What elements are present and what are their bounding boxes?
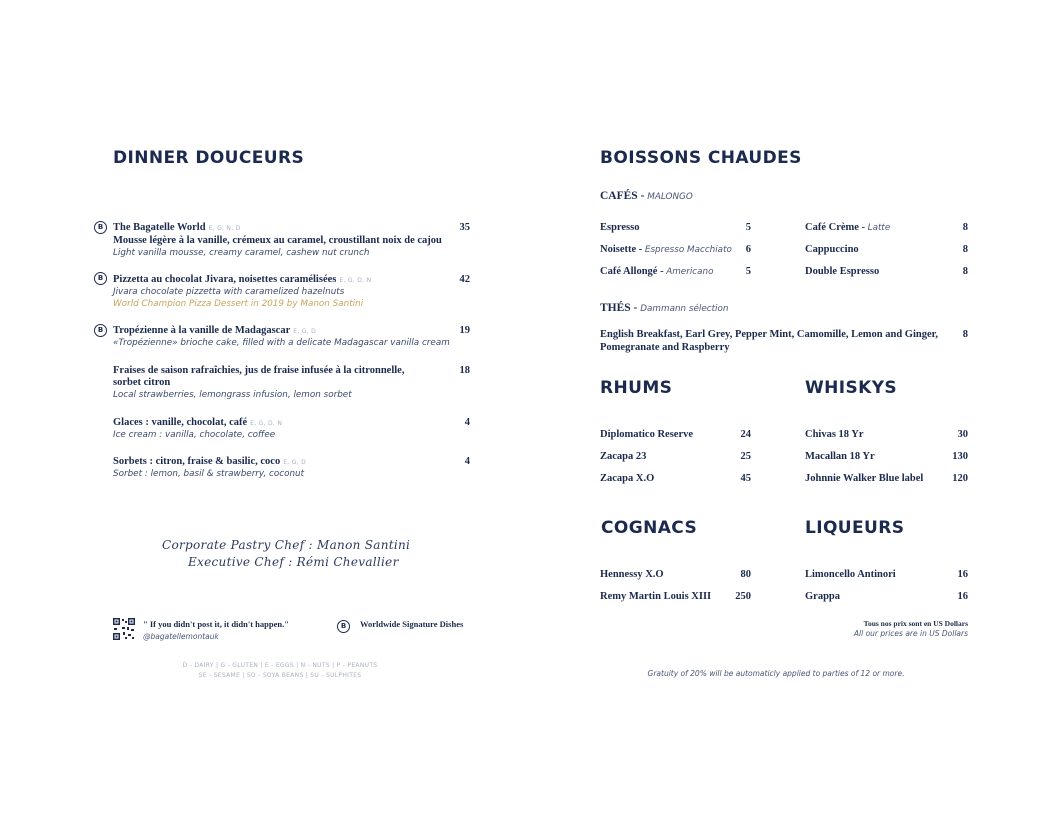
menu-item-description: «Tropézienne» brioche cake, filled with a delicate Madagascar vanilla cream [113, 338, 450, 348]
drink-price: 24 [740, 429, 751, 440]
dinner-douceurs-title: DINNER DOUCEURS [113, 148, 305, 168]
menu-item-name: Sorbets : citron, fraise & basilic, coco E, G, D [113, 456, 306, 467]
allergen-key-line2: SE - SESAME | SO - SOYA BEANS | SU - SULPHITES [198, 672, 362, 679]
cafes-heading: CAFÉS - MALONGO [600, 190, 693, 202]
allergen-key-line1: D - DAIRY | G - GLUTEN | E - EGGS | N - NUTS | P - PEANUTS [182, 662, 378, 669]
menu-item-name: Pizzetta au chocolat Jivara, noisettes caramélisées E, G, D, N [113, 274, 372, 285]
drink-price: 30 [957, 429, 968, 440]
drink-price: 5 [745, 222, 751, 233]
menu-item-name-cont: sorbet citron [113, 377, 171, 388]
drink-price: 8 [962, 266, 968, 277]
menu-item-description: Sorbet : lemon, basil & strawberry, coconut [113, 469, 305, 479]
drink-name: Chivas 18 Yr [805, 429, 864, 440]
executive-chef-signature: Executive Chef : Rémi Chevallier [188, 555, 399, 569]
signature-b-icon: B [94, 272, 107, 285]
menu-item-description-fr: Mousse légère à la vanille, crémeux au caramel, croustillant noix de cajou [113, 235, 442, 246]
drink-price: 5 [745, 266, 751, 277]
drink-name: Zacapa 23 [600, 451, 647, 462]
social-quote: " If you didn't post it, it didn't happen." [143, 619, 289, 629]
menu-item-description: Light vanilla mousse, creamy caramel, cashew nut crunch [113, 248, 370, 258]
menu-item-price: 42 [459, 274, 470, 285]
drink-name: Diplomatico Reserve [600, 429, 694, 440]
menu-item-price: 18 [459, 365, 470, 376]
drink-price: 45 [740, 473, 751, 484]
drink-name: Remy Martin Louis XIII [600, 591, 712, 602]
drink-name: Double Espresso [805, 266, 880, 277]
rhums-title: RHUMS [600, 378, 673, 398]
gratuity-note: Gratuity of 20% will be automaticly applied to parties of 12 or more. [647, 669, 905, 678]
drink-name: Café Crème - Latte [805, 222, 891, 233]
drink-price: 8 [962, 222, 968, 233]
drink-name: Café Allongé - Americano [600, 266, 714, 277]
drink-price: 25 [740, 451, 751, 462]
drink-name: Espresso [600, 222, 640, 233]
drink-name: Grappa [805, 591, 841, 602]
menu-item-price: 4 [464, 417, 470, 428]
signature-b-icon: B [94, 221, 107, 234]
menu-item-name: The Bagatelle World E, G, N, D [113, 222, 241, 233]
menu-item-price: 4 [464, 456, 470, 467]
drink-price: 120 [952, 473, 968, 484]
drink-name: Hennessy X.O [600, 569, 664, 580]
liqueurs-title: LIQUEURS [805, 518, 905, 538]
menu-item-description: Local strawberries, lemongrass infusion, lemon sorbet [113, 390, 352, 400]
signature-dishes-legend: Worldwide Signature Dishes [360, 619, 464, 629]
whiskys-title: WHISKYS [805, 378, 898, 398]
qr-code-icon[interactable] [113, 618, 135, 640]
thes-heading: THÉS - Dammann sélection [600, 302, 729, 314]
menu-item-price: 19 [459, 325, 470, 336]
menu-item-name: Fraises de saison rafraîchies, jus de fraise infusée à la citronnelle, [113, 365, 405, 376]
tea-price: 8 [962, 329, 968, 340]
drink-price: 8 [962, 244, 968, 255]
drink-price: 80 [740, 569, 751, 580]
currency-note-fr: Tous nos prix sont en US Dollars [863, 619, 968, 628]
menu-item-name: Glaces : vanille, chocolat, café E, G, D, N [113, 417, 283, 428]
drink-price: 130 [952, 451, 968, 462]
drink-price: 250 [735, 591, 751, 602]
award-note: World Champion Pizza Dessert in 2019 by Manon Santini [113, 299, 364, 309]
drink-name: Noisette - Espresso Macchiato [600, 244, 732, 255]
boissons-chaudes-title: BOISSONS CHAUDES [600, 148, 802, 168]
cognacs-title: COGNACS [601, 518, 698, 538]
instagram-handle[interactable]: @bagatellemontauk [143, 632, 219, 641]
drink-name: Macallan 18 Yr [805, 451, 875, 462]
drink-price: 16 [957, 569, 968, 580]
pastry-chef-signature: Corporate Pastry Chef : Manon Santini [162, 538, 411, 552]
drink-price: 6 [745, 244, 751, 255]
signature-b-icon: B [337, 620, 350, 633]
menu-item-price: 35 [459, 222, 470, 233]
menu-item-name: Tropézienne à la vanille de Madagascar E, G, D [113, 325, 317, 336]
drink-price: 16 [957, 591, 968, 602]
tea-list-line2: Pomegranate and Raspberry [600, 342, 730, 353]
drink-name: Cappuccino [805, 244, 859, 255]
drink-name: Zacapa X.O [600, 473, 655, 484]
menu-item-description: Ice cream : vanilla, chocolate, coffee [113, 430, 276, 440]
tea-list-line1: English Breakfast, Earl Grey, Pepper Mint, Camomille, Lemon and Ginger, [600, 329, 938, 340]
signature-b-icon: B [94, 324, 107, 337]
drink-name: Limoncello Antinori [805, 569, 896, 580]
drink-name: Johnnie Walker Blue label [805, 473, 924, 484]
menu-item-description: Jivara chocolate pizzetta with caramelized hazelnuts [113, 287, 345, 297]
currency-note-en: All our prices are in US Dollars [853, 629, 968, 638]
